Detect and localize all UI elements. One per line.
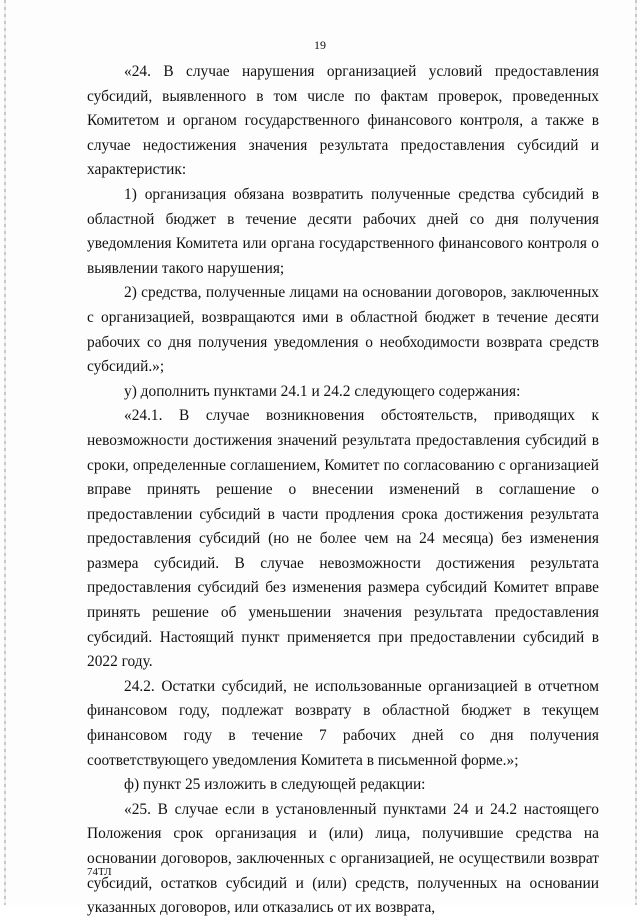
paragraph-24-1: «24.1. В случае возникновения обстоятельств, приводящих к невозможности достижения значений результата предоставления субсидий в сроки, определенные соглашением, Комитет по согласованию с организацией вправе принять решение о внесении изменений в соглашение о предоставлении субсидий в части продления срока достижения результата предоставления субсидий (но не более чем на 24 месяца) без изменения размера субсидий. В случае невозможности достижения результата предоставления субсидий без изменения размера субсидий Комитет вправе принять решение об уменьшении значения результата предоставления субсидий. Настоящий пункт применяется при предоставлении субсидий в 2022 году.: [87, 407, 599, 671]
paragraph-25: «25. В случае если в установленный пунктами 24 и 24.2 настоящего Положения срок организация и (или) лица, получившие средства на основании договоров, заключенных с организацией, не осуществили возврат субсидий, остатков субсидий и (или) средств, полученных на основании указанных договоров, или отказались от их возврата,: [87, 800, 599, 917]
paragraph-24-2: 24.2. Остатки субсидий, не использованные организацией в отчетном финансовом году, подлежат возврату в областной бюджет в текущем финансовом году в течение 7 рабочих дней со дня получения соответствующего уведомления Комитета в письменной форме.»;: [87, 677, 599, 769]
document-body: [87, 60, 599, 921]
paragraph-amend-f: ф) пункт 25 изложить в следующей редакции:: [124, 776, 426, 794]
scan-edge-right: [635, 0, 637, 905]
paragraph-24: «24. В случае нарушения организацией условий предоставления субсидий, выявленного в том числе по фактам проверок, проведенных Комитетом и органом государственного финансового контроля, а также в случае недостижения значения результата предоставления субсидий и характеристик:: [87, 63, 599, 179]
paragraph-24-item-2: 2) средства, полученные лицами на основании договоров, заключенных с организацией, возвращаются ими в областной бюджет в течение десяти рабочих со дня получения уведомления о необходимости возврата средств субсидий.»;: [87, 284, 599, 376]
paragraph-amend-u: у) дополнить пунктами 24.1 и 24.2 следующего содержания:: [124, 382, 521, 400]
paragraph-24-item-1: 1) организация обязана возвратить полученные средства субсидий в областной бюджет в течение десяти рабочих дней со дня получения уведомления Комитета или органа государственного финансового контроля о выявлении такого нарушения;: [87, 185, 599, 277]
footer-code: 74ТЛ: [87, 866, 112, 878]
scan-edge-left: [4, 0, 6, 905]
page-number: 19: [314, 38, 326, 52]
